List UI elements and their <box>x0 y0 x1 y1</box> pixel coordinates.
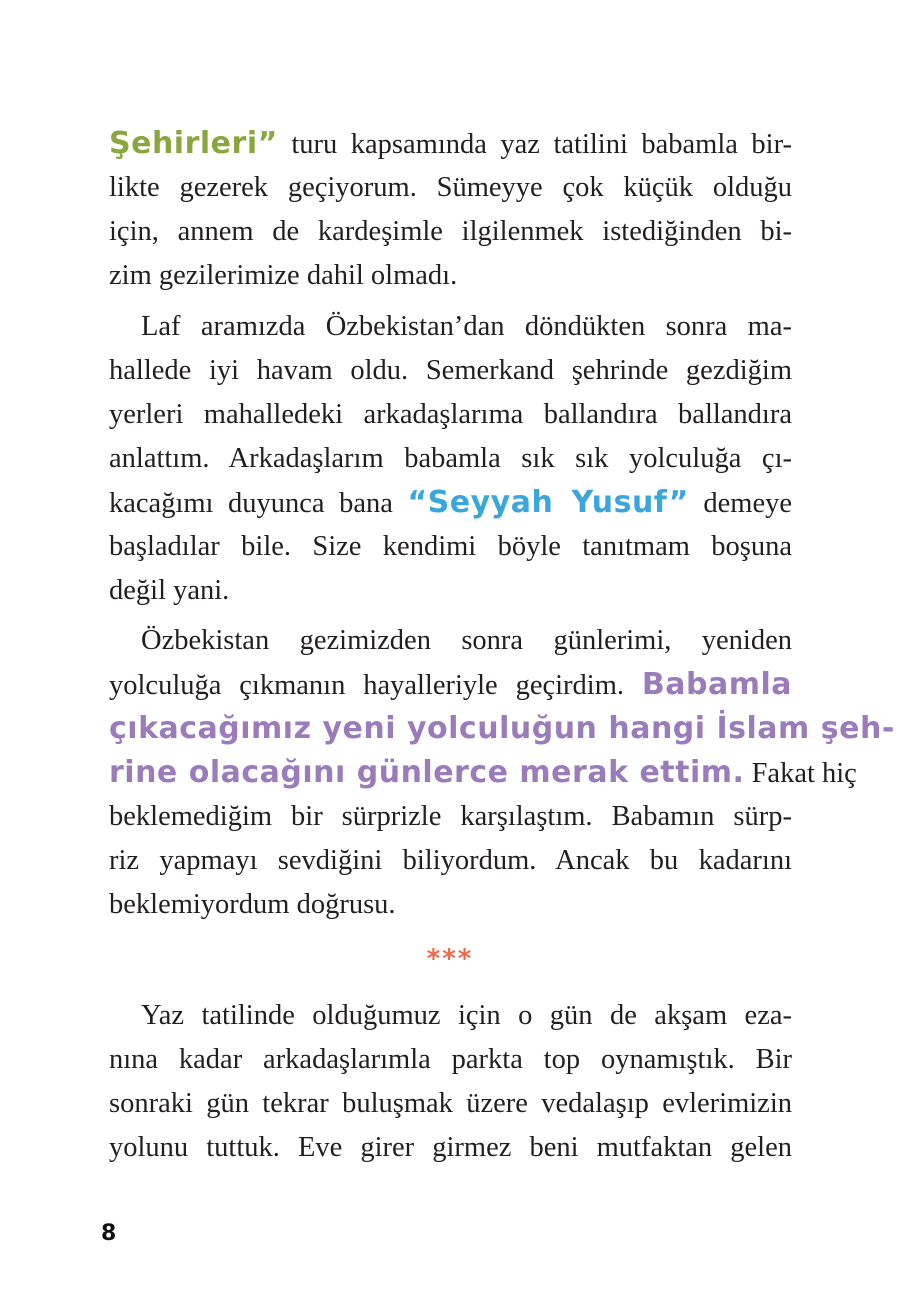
text-line: için, annem de kardeşimle ilgilenmek istediğinden bi- <box>109 216 792 247</box>
page-number: 8 <box>101 1221 117 1246</box>
text-line: başladılar bile. Size kendimi böyle tanıtmam boşuna <box>109 531 792 562</box>
text-line: yolunu tuttuk. Eve girer girmez beni mutfaktan gelen <box>109 1132 792 1163</box>
text-line: beklemediğim bir sürprizle karşılaştım. Babamın sürp- <box>109 801 792 832</box>
text-line: riz yapmayı sevdiğini biliyordum. Ancak bu kadarını <box>109 845 792 876</box>
highlighted-phrase: rine olacağını günlerce merak ettim. <box>109 755 745 790</box>
text-line: Yaz tatilinde olduğumuz için o gün de akşam eza- <box>141 1000 792 1031</box>
text-line: anlattım. Arkadaşlarım babamla sık sık yolculuğa çı- <box>109 443 792 474</box>
text-span: kacağımı duyunca bana <box>109 488 393 519</box>
text-line: likte gezerek geçiyorum. Sümeyye çok küçük olduğu <box>109 172 792 203</box>
highlighted-phrase: çıkacağımız yeni yolculuğun hangi İslam şeh- <box>109 711 895 746</box>
text-span: Fakat hiç <box>751 758 857 789</box>
text-line: nına kadar arkadaşlarımla parkta top oynamıştık. Bir <box>109 1044 792 1075</box>
text-line <box>109 707 895 751</box>
text-line <box>109 481 792 525</box>
text-line: Laf aramızda Özbekistan’dan döndükten sonra ma- <box>141 311 792 342</box>
text-line <box>109 663 792 707</box>
text-line: değil yani. <box>109 575 230 606</box>
text-line: hallede iyi havam oldu. Semerkand şehrinde gezdiğim <box>109 355 792 386</box>
text-line: sonraki gün tekrar buluşmak üzere vedalaşıp evlerimizin <box>109 1088 792 1119</box>
text-line <box>109 122 792 166</box>
text-span: turu kapsamında yaz tatilini babamla bir- <box>291 129 793 160</box>
highlighted-phrase: Babamla <box>641 667 792 702</box>
text-line: beklemiyordum doğrusu. <box>109 889 396 920</box>
text-line: zim gezilerimize dahil olmadı. <box>109 260 458 291</box>
text-span: yolculuğa çıkmanın hayalleriyle geçirdim. <box>109 670 624 701</box>
section-divider: *** <box>426 944 474 974</box>
text-line <box>109 751 857 795</box>
text-line: Özbekistan gezimizden sonra günlerimi, yeniden <box>141 625 792 656</box>
highlighted-phrase: Şehirleri” <box>109 126 278 161</box>
text-line: yerleri mahalledeki arkadaşlarıma ballandıra ballandıra <box>109 399 792 430</box>
highlighted-phrase: “Seyyah Yusuf” <box>407 485 689 520</box>
text-span: demeye <box>703 488 792 519</box>
